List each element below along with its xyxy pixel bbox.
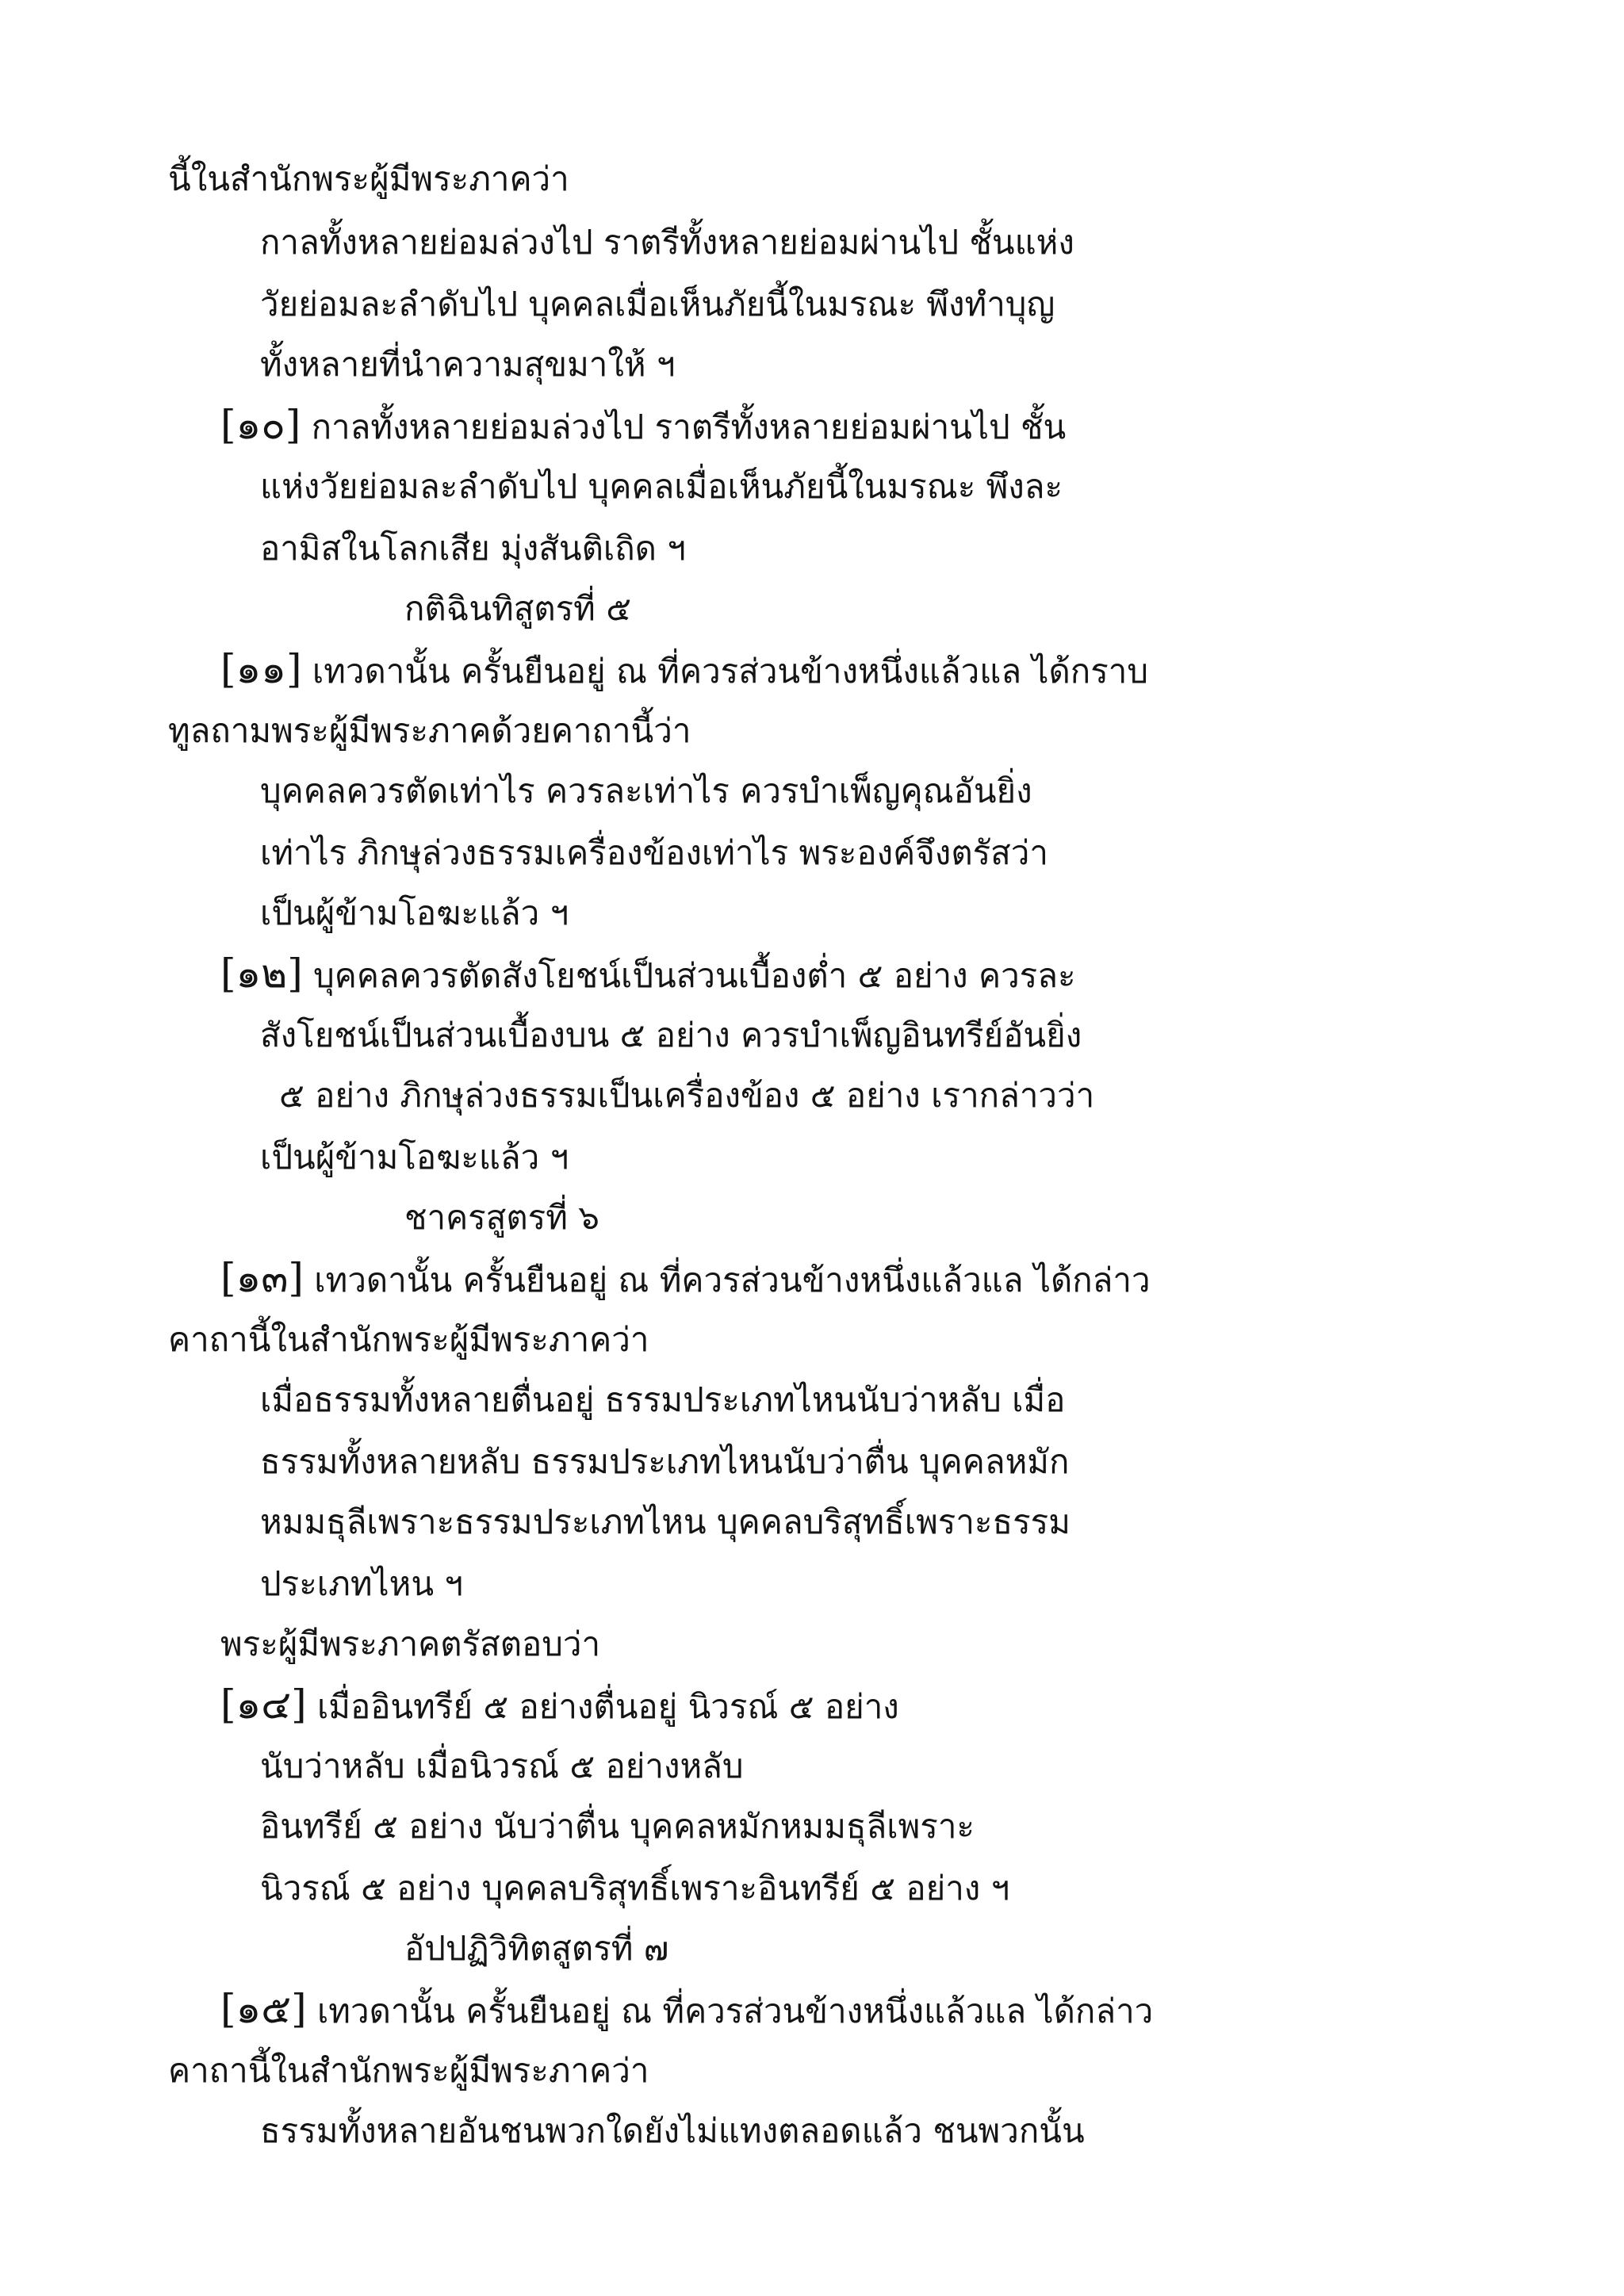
paragraph-number: [๑๕]: [220, 1986, 307, 2032]
text-line: นี้ในสำนักพระผู้มีพระภาคว่า: [168, 159, 569, 198]
paragraph-text: กาลทั้งหลายย่อมล่วงไป ราตรีทั้งหลายย่อมผ่านไป ชั้น: [301, 408, 1067, 446]
paragraph-number: [๑๔]: [220, 1682, 307, 1728]
verse-line: เท่าไร ภิกษุล่วงธรรมเครื่องข้องเท่าไร พระองค์จึงตรัสว่า: [260, 833, 1048, 872]
sutta-heading: กติฉินทิสูตรที่ ๕: [404, 589, 632, 628]
paragraph-number: [๑๑]: [220, 646, 302, 692]
numbered-paragraph: [220, 1681, 899, 1731]
verse-line: ทั้งหลายที่นำความสุขมาให้ ฯ: [260, 345, 676, 384]
verse-line: กาลทั้งหลายย่อมล่วงไป ราตรีทั้งหลายย่อมผ่านไป ชั้นแห่ง: [260, 223, 1074, 262]
paragraph-text: เมื่ออินทรีย์ ๕ อย่างตื่นอยู่ นิวรณ์ ๕ อย่าง: [306, 1687, 899, 1726]
verse-line: เป็นผู้ข้ามโอฆะแล้ว ฯ: [260, 1138, 569, 1177]
paragraph-text: เทวดานั้น ครั้นยืนอยู่ ณ ที่ควรส่วนข้างหนึ่งแล้วแล ได้กล่าว: [306, 1992, 1154, 2030]
numbered-paragraph: [220, 645, 1148, 695]
verse-line: สังโยชน์เป็นส่วนเบื้องบน ๕ อย่าง ควรบำเพ็ญอินทรีย์อันยิ่ง: [260, 1016, 1082, 1054]
text-line: ทูลถามพระผู้มีพระภาคด้วยคาถานี้ว่า: [168, 711, 691, 750]
paragraph-text: บุคคลควรตัดสังโยชน์เป็นส่วนเบื้องต่ำ ๕ อย่าง ควรละ: [302, 956, 1076, 995]
verse-line: นิวรณ์ ๕ อย่าง บุคคลบริสุทธิ์เพราะอินทรีย์ ๕ อย่าง ฯ: [260, 1869, 1010, 1908]
verse-line: นับว่าหลับ เมื่อนิวรณ์ ๕ อย่างหลับ: [260, 1747, 744, 1785]
verse-line: อินทรีย์ ๕ อย่าง นับว่าตื่น บุคคลหมักหมมธุลีเพราะ: [260, 1807, 975, 1846]
verse-line: หมมธุลีเพราะธรรมประเภทไหน บุคคลบริสุทธิ์เพราะธรรม: [260, 1502, 1071, 1541]
paragraph-number: [๑๒]: [220, 951, 303, 997]
sutta-heading: อัปปฏิวิทิตสูตรที่ ๗: [404, 1929, 669, 1968]
verse-line: อามิสในโลกเสีย มุ่งสันติเถิด ฯ: [260, 529, 686, 568]
numbered-paragraph: [220, 950, 1076, 1000]
verse-line: ธรรมทั้งหลายอันชนพวกใดยังไม่แทงตลอดแล้ว ชนพวกนั้น: [260, 2111, 1085, 2150]
text-line: คาถานี้ในสำนักพระผู้มีพระภาคว่า: [168, 2051, 649, 2090]
paragraph-number: [๑๓]: [220, 1255, 304, 1301]
paragraph-number: [๑๐]: [220, 402, 301, 448]
text-line: คาถานี้ในสำนักพระผู้มีพระภาคว่า: [168, 1320, 649, 1359]
numbered-paragraph: [220, 1254, 1151, 1304]
paragraph-text: เทวดานั้น ครั้นยืนอยู่ ณ ที่ควรส่วนข้างหนึ่งแล้วแล ได้กราบ: [301, 652, 1149, 691]
paragraph-text: เทวดานั้น ครั้นยืนอยู่ ณ ที่ควรส่วนข้างหนึ่งแล้วแล ได้กล่าว: [303, 1261, 1151, 1299]
text-line: พระผู้มีพระภาคตรัสตอบว่า: [220, 1624, 601, 1663]
verse-line: เมื่อธรรมทั้งหลายตื่นอยู่ ธรรมประเภทไหนนับว่าหลับ เมื่อ: [260, 1380, 1066, 1419]
numbered-paragraph: [220, 401, 1066, 451]
verse-line: แห่งวัยย่อมละลำดับไป บุคคลเมื่อเห็นภัยนี้ในมรณะ พึงละ: [260, 467, 1063, 506]
verse-line: ๕ อย่าง ภิกษุล่วงธรรมเป็นเครื่องข้อง ๕ อย่าง เรากล่าวว่า: [279, 1076, 1095, 1115]
verse-line: เป็นผู้ข้ามโอฆะแล้ว ฯ: [260, 894, 569, 932]
numbered-paragraph: [220, 1985, 1153, 2035]
verse-line: วัยย่อมละลำดับไป บุคคลเมื่อเห็นภัยนี้ในมรณะ พึงทำบุญ: [260, 285, 1055, 323]
verse-line: บุคคลควรตัดเท่าไร ควรละเท่าไร ควรบำเพ็ญคุณอันยิ่ง: [260, 771, 1032, 810]
verse-line: ประเภทไหน ฯ: [260, 1564, 463, 1603]
verse-line: ธรรมทั้งหลายหลับ ธรรมประเภทไหนนับว่าตื่น บุคคลหมัก: [260, 1442, 1070, 1481]
sutta-heading: ชาครสูตรที่ ๖: [404, 1198, 599, 1237]
